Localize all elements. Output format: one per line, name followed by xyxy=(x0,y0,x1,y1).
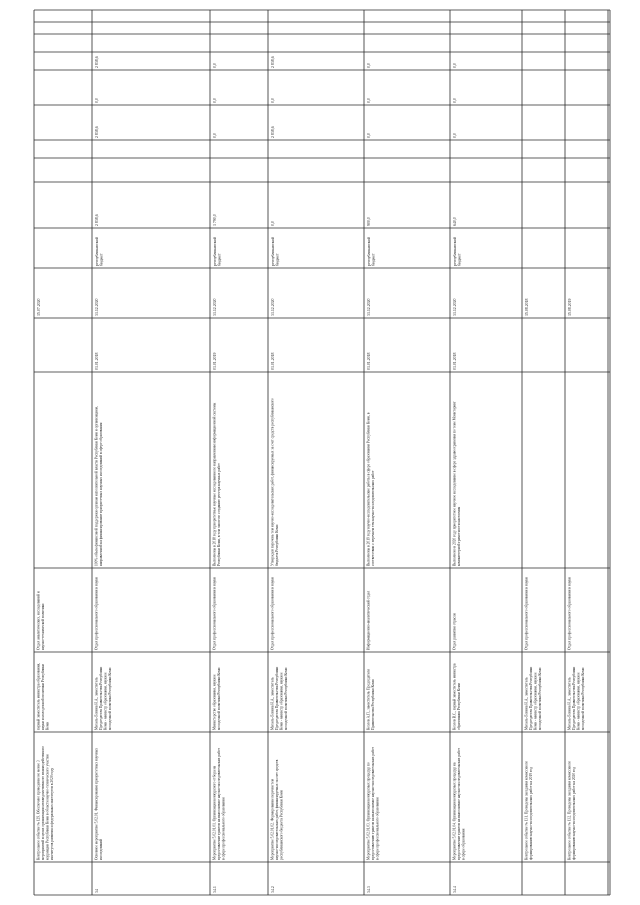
cell-text: 2 838,6 xyxy=(94,214,99,226)
cell-text: 2 838,6 xyxy=(270,126,275,138)
cell-text: 34 xyxy=(94,889,99,893)
cell-text: Выполнены в 2018 году приоритетные научные исследования по направлениям информационной системыРеспублики Коми, в том числе по созданию реестра научных работ xyxy=(212,402,222,566)
cell-text: 31.12.2020 xyxy=(212,298,217,316)
cell-text: Выполнено в 2020 году приоритетное научное исследование в сфере здравоохранения по теме Мониторингкомпьютерной грамотности населения xyxy=(452,401,462,566)
cell-text: Михель-Ленина Н.А., заместительПредседателя Правительства РеспубликиКоми - министр образования, науки имолодежной политики Республики Коми xyxy=(270,666,289,730)
cell-text: Выполнены в 2019 году научно-исследовательские работы в сфере образования Республики Коми, всоответствии с перечнем тем научно-исследовательских работ xyxy=(366,412,376,566)
cell-text: 0,0 xyxy=(452,63,457,68)
cell-text: республиканскийбюджет xyxy=(366,237,376,266)
cell-text: 0,0 xyxy=(452,98,457,103)
cell-text: республиканскийбюджет xyxy=(94,237,104,266)
cell-text: 15.07.2020 xyxy=(36,298,41,316)
cell-text: Министерство образования, науки имолодежной политики Республики Коми xyxy=(212,667,222,730)
cell-text: Козлов А.П., заместитель ПредседателяПравительства Республики Коми xyxy=(366,669,376,730)
cell-text: Основное мероприятие 5.02.01. Финансирование приоритетных научныхисследований xyxy=(94,747,104,860)
cell-text: Михель-Ленина Н.А., заместительПредседателя Правительства РеспубликиКоми - министр образования, науки имолодежной политики Республики Коми xyxy=(567,666,586,730)
cell-text: 0,0 xyxy=(270,98,275,103)
cell-text: 34.2 xyxy=(270,886,275,893)
cell-text: 15.08.2018 xyxy=(524,298,529,316)
cell-text: Отдел развития отрасли xyxy=(452,613,457,650)
cell-text: Отдел профессионального образования и науки xyxy=(94,577,99,650)
cell-text: Утвержден перечень тем научно-исследовательских работ, финансируемых за счет средств республиканскогобюджета Республики Коми xyxy=(270,398,280,566)
cell-text: 01.01.2019 xyxy=(212,352,217,370)
cell-text: 0,0 xyxy=(94,98,99,103)
cell-text: Отдел профессионального образования и науки xyxy=(212,577,217,650)
cell-text: Отдел профессионального образования и науки xyxy=(567,577,572,650)
cell-text: республиканскийбюджет xyxy=(212,237,222,266)
cell-text: республиканскийбюджет xyxy=(270,237,280,266)
cell-text: Михель-Ленина Н.А., заместительПредседателя Правительства РеспубликиКоми - министр образования, науки имолодежной политики Республики Коми xyxy=(524,666,543,730)
cell-text: 01.01.2018 xyxy=(366,352,371,370)
cell-text: Отдел аналитических, исследований инаучно-технической политики xyxy=(36,591,46,650)
cell-text: 0,0 xyxy=(366,98,371,103)
cell-text: 01.01.2018 xyxy=(452,352,457,370)
cell-text: первый заместитель министра образования,науки и молодежной политики РеспубликиКоми xyxy=(36,662,50,730)
cell-text: 31.12.2020 xyxy=(366,298,371,316)
cell-text: 34.4 xyxy=(452,886,457,893)
cell-text: 34.3 xyxy=(366,886,371,893)
table-grid xyxy=(34,10,610,895)
cell-text: 0,0 xyxy=(212,98,217,103)
cell-text: Козлов В.С., первый заместитель министраобразования Республики Коми xyxy=(452,663,462,730)
cell-text: 1 790,0 xyxy=(212,214,217,226)
cell-text: Отдел профессионального образования и науки xyxy=(270,577,275,650)
cell-text: 2 838,6 xyxy=(270,56,275,68)
cell-text: Информационно-аналитический отдел xyxy=(366,590,371,650)
cell-text: 01.01.2018 xyxy=(270,352,275,370)
cell-text: Контрольное событие № 129. Обеспечено проведение не менее 3мероприятий в целях организации межведомственного взаимодействия покоррекции Республики Коми в области научно-технического участияинститутов развития и федеральных институтов в 2020 году xyxy=(36,745,55,860)
cell-text: 15.08.2019 xyxy=(567,298,572,316)
cell-text: 100% объем финансовой поддержки органам исполнительной власти Республики Коми и организациям,направленной на финансирование приоритетных научных исследований в сфере образования xyxy=(94,406,104,566)
cell-text: 0,0 xyxy=(366,63,371,68)
cell-text: 01.01.2018 xyxy=(94,352,99,370)
cell-text: Мероприятие 5.02.01.04. Организация конкурсных процедур напредоставление грантов на выполнение научно-исследовательских работв сфере образования xyxy=(452,748,466,860)
cell-text: Контрольное событие № 132. Проведены заседания комиссии поформированию научно-исследовательских работ на 2020 год xyxy=(567,760,577,860)
cell-text: 0,0 xyxy=(366,133,371,138)
cell-text: 0,0 xyxy=(270,221,275,226)
cell-text: 2 838,6 xyxy=(94,126,99,138)
cell-text: Мероприятие 5.02.01.03. Организация конкурсных процедур попредоставлению грантов на выполнение научно-исследовательских работв сфере профессионального образования xyxy=(366,747,380,860)
cell-text: Михель-Ленина Н.А., заместительПредседателя Правительства РеспубликиКоми - министр образования, науки имолодежной политики Республики Коми xyxy=(94,666,113,730)
cell-text: 0,0 xyxy=(212,133,217,138)
cell-text: 34.1 xyxy=(212,886,217,893)
cell-text: 0,0 xyxy=(452,133,457,138)
cell-text: 900,0 xyxy=(366,217,371,226)
cell-text: республиканскийбюджет xyxy=(452,237,462,266)
cell-text: Отдел профессионального образования и науки xyxy=(524,577,529,650)
cell-text: 31.12.2020 xyxy=(270,298,275,316)
cell-text: 640,0 xyxy=(452,217,457,226)
cell-text: 31.12.2020 xyxy=(94,298,99,316)
cell-text: Мероприятие 5.02.01.01. Организация конкурсного отбора напредоставление грантов на выполнение научно-исследовательских работв сфере профессионального образования xyxy=(212,748,226,860)
cell-text: Контрольное событие № 131. Проведены заседания комиссии поформированию научно-исследовательских работ на 2019 год xyxy=(524,760,534,860)
cell-text: 2 838,6 xyxy=(94,56,99,68)
cell-text: 0,0 xyxy=(212,63,217,68)
cell-text: 31.12.2020 xyxy=(452,298,457,316)
cell-text: Мероприятие 5.02.01.02. Формирование перечня темнаучно-исследовательских работ, финансируемых за счет средствреспубликанского бюджета Республики Коми xyxy=(270,759,284,860)
